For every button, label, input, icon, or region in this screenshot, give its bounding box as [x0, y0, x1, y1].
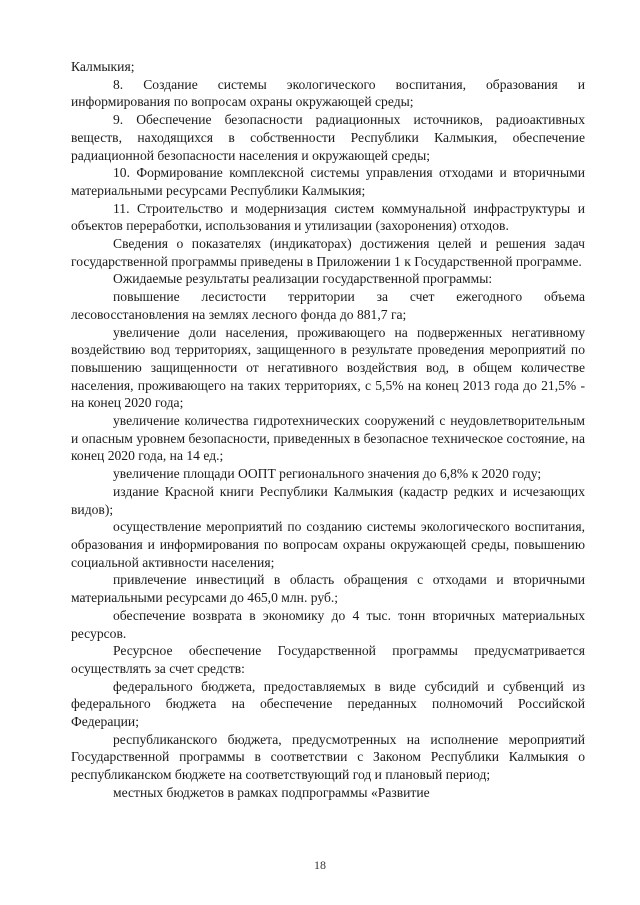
list-item-8: 8. Создание системы экологического воспитания, образования и информирования по вопросам охраны окружающей среды;: [71, 76, 585, 110]
result-item: привлечение инвестиций в область обращения с отходами и вторичными материальными ресурсами до 465,0 млн. руб.;: [71, 572, 585, 606]
paragraph-continuation: Калмыкия;: [71, 59, 135, 74]
result-item: издание Красной книги Республики Калмыкия (кадастр редких и исчезающих видов);: [71, 483, 585, 517]
result-item: увеличение доли населения, проживающего на подверженных негативному воздействию вод территориях, защищенного в результате проведения мероприятий по повышению защищенности от негативного воздействия вод, в общем количестве населения, проживающего на таких территориях, с 5,5% на конец 2013 года до 21,5% - на конец 2020 года;: [71, 324, 585, 411]
list-item-11: 11. Строительство и модернизация систем коммунальной инфраструктуры и объектов переработки, использования и утилизации (захоронения) отходов.: [71, 200, 585, 234]
resource-item: республиканского бюджета, предусмотренных на исполнение мероприятий Государственной программы в соответствии с Законом Республики Калмыкия о республиканском бюджете на соответствующий год и плановый период;: [71, 731, 585, 783]
paragraph-expected-results: Ожидаемые результаты реализации государственной программы:: [113, 271, 493, 287]
body-text: [71, 58, 585, 802]
result-item: увеличение количества гидротехнических сооружений с неудовлетворительным и опасным уровнем безопасности, приведенных в безопасное техническое состояние, на конец 2020 года, на 14 ед.;: [71, 413, 585, 464]
result-item: обеспечение возврата в экономику до 4 тыс. тонн вторичных материальных ресурсов.: [71, 607, 585, 641]
resource-item: федерального бюджета, предоставляемых в виде субсидий и субвенций из федерального бюджета на обеспечение переданных полномочий Российской Федерации;: [71, 678, 585, 730]
resource-item: местных бюджетов в рамках подпрограммы «Развитие: [113, 784, 430, 800]
paragraph-resources: Ресурсное обеспечение Государственной программы предусматривается осуществлять за счет средств:: [71, 643, 585, 676]
result-item: повышение лесистости территории за счет ежегодного объема лесовосстановления на землях лесного фонда до 881,7 га;: [71, 289, 585, 322]
result-item: увеличение площади ООПТ регионального значения до 6,8% к 2020 году;: [113, 466, 542, 482]
list-item-9: 9. Обеспечение безопасности радиационных источников, радиоактивных веществ, находящихся в собственности Республики Калмыкия, обеспечение радиационной безопасности населения и окружающей среды;: [71, 112, 585, 163]
result-item: осуществление мероприятий по созданию системы экологического воспитания, образования и информирования по вопросам охраны окружающей среды, повышению социальной активности населения;: [71, 519, 585, 570]
paragraph-indicators: Сведения о показателях (индикаторах) достижения целей и решения задач государственной программы приведены в Приложении 1 к Государственной программе.: [71, 236, 585, 269]
list-item-10: 10. Формирование комплексной системы управления отходами и вторичными материальными ресурсами Республики Калмыкия;: [71, 165, 585, 198]
page-number: 18: [314, 858, 326, 872]
